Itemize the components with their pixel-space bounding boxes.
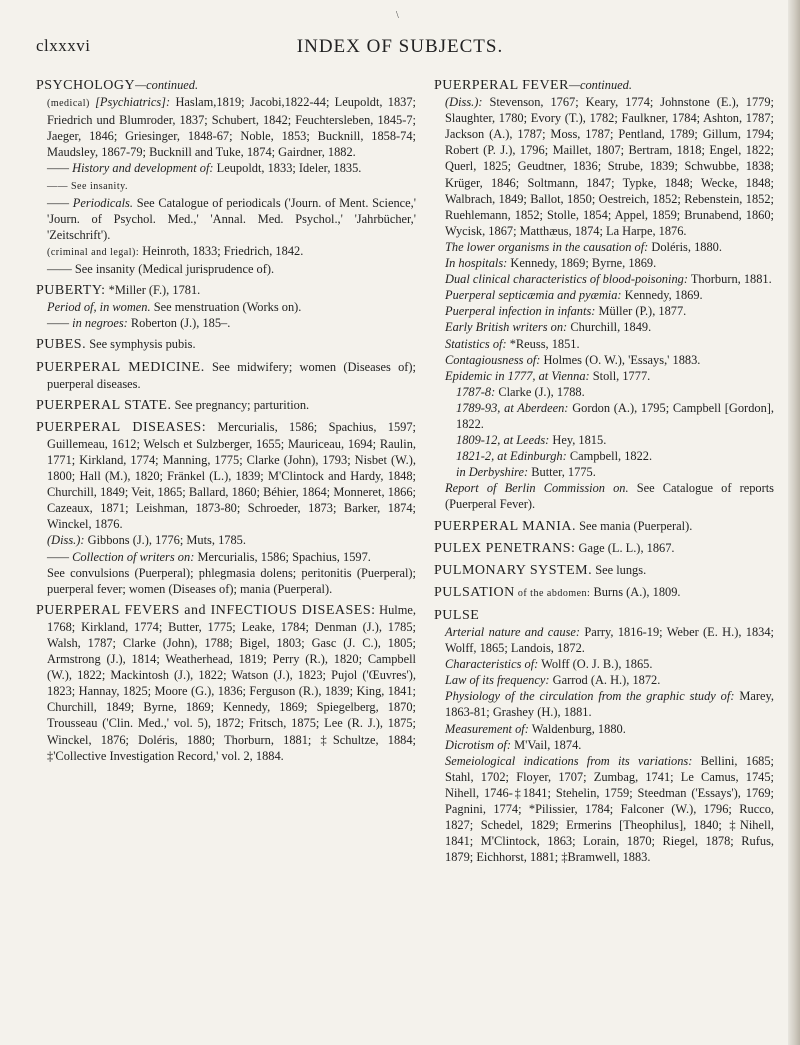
- subentry-fever-statistics: Statistics of: *Reuss, 1851.: [445, 336, 580, 351]
- subentry-fever-diss: (Diss.): Stevenson, 1767; Keary, 1774; Johnstone (E.), 1779; Slaughter, 1780; Evory (T.), 1782; Faulkner, 1784; Ashton, 1787; Jackson (A.), 1787; Moss, 1787; Pentland, 1789; Gillum, 1794; Robert (P. J.), 1796; Maillet, 1807; Bertram, 1818; Engel, 1822; Querl, 1825; Geudtner, 1836; Strube, 1839; Schwubbe, 1838; Krüger, 1846; Soltmann, 1847; Typke, 1848; Wecke, 1848; Walbrach, 1849; Ballot, 1850; Oestreich, 1852; Rebenstein, 1852; Ruehlemann, 1852; Stolle, 1854; Appel, 1859; Brunabend, 1860; Wycisk, 1867; Matthæus, 1874; La Harpe, 1876.: [445, 95, 774, 238]
- subentry-psychology-see-insanity: —— See insanity.: [47, 180, 128, 192]
- subentry-fever-dual: Dual clinical characteristics of blood-poisoning: Thorburn, 1881.: [445, 272, 772, 287]
- subentry-pulse-law: Law of its frequency: Garrod (A. H.), 1872.: [445, 673, 661, 688]
- subentry-fever-contagiousness: Contagiousness of: Holmes (O. W.), 'Essays,' 1883.: [445, 352, 701, 367]
- left-column: [36, 77, 416, 769]
- subentry-fever-epidemic-1787: 1787-8: Clarke (J.), 1788.: [456, 384, 585, 399]
- subentry-fever-septicaemia: Puerperal septicæmia and pyæmia: Kennedy, 1869.: [445, 288, 703, 303]
- subentry-pulse-measurement: Measurement of: Waldenburg, 1880.: [445, 721, 626, 736]
- page-edge-shadow: [788, 0, 800, 1045]
- entry-puerperal-medicine: PUERPERAL MEDICINE. See midwifery; women (Diseases of); puerperal diseases.: [36, 359, 416, 391]
- subentry-fever-epidemic-leeds: 1809-12, at Leeds: Hey, 1815.: [456, 433, 607, 448]
- subentry-pulse-arterial: Arterial nature and cause: Parry, 1816-19; Weber (E. H.), 1834; Wolff, 1865; Landois, 1872.: [445, 625, 774, 656]
- subentry-pulse-dicrotism: Dicrotism of: M'Vail, 1874.: [445, 737, 582, 752]
- subentry-fever-epidemic-aberdeen: 1789-93, at Aberdeen: Gordon (A.), 1795; Campbell [Gordon], 1822.: [456, 400, 774, 431]
- subentry-puerperal-diseases-diss: (Diss.): Gibbons (J.), 1776; Muts, 1785.: [47, 533, 246, 548]
- subentry-fever-hospitals: In hospitals: Kennedy, 1869; Byrne, 1869.: [445, 256, 657, 271]
- entry-pubes: PUBES. See symphysis pubis.: [36, 337, 196, 353]
- margin-mark: \: [396, 10, 399, 21]
- subentry-puberty-negroes: —— in negroes: Roberton (J.), 185–.: [47, 316, 231, 331]
- entry-puerperal-state: PUERPERAL STATE. See pregnancy; parturition.: [36, 397, 310, 413]
- subentry-psychology-criminal: (criminal and legal): Heinroth, 1833; Friedrich, 1842.: [47, 243, 304, 258]
- subentry-puerperal-diseases-see: See convulsions (Puerperal); phlegmasia dolens; peritonitis (Puerperal); puerperal fever; women (Diseases of); mania (Puerperal).: [47, 565, 416, 596]
- subentry-pulse-semeiological: Semeiological indications from its variations: Bellini, 1685; Stahl, 1702; Floyer, 1707; Zumbag, 1741; Le Camus, 1745; Nihell, 1746-‡1841; Stehelin, 1759; Steedman ('Essays'), 1769; Pagnini, 1774; *Pilissier, 1784; Falconer (W.), 1796; Rucco, 1827; Schedel, 1829; Ermerins [Theophilus], 1840; ‡Nihell, 1841; M'Clintock, 1863; Lorain, 1870; Riegel, 1878; Rufus, 1879; Eichhorst, 1881; ‡Bramwell, 1883.: [445, 753, 774, 865]
- subentry-fever-epidemic-vienna: Epidemic in 1777, at Vienna: Stoll, 1777.: [445, 368, 651, 383]
- subentry-puberty-women: Period of, in women. See menstruation (Works on).: [47, 300, 302, 315]
- subentry-psychology-history: —— History and development of: Leupoldt, 1833; Ideler, 1835.: [47, 161, 362, 176]
- page-header: [36, 36, 764, 64]
- entry-puerperal-mania: PUERPERAL MANIA. See mania (Puerperal).: [434, 518, 693, 534]
- subentry-fever-epidemic-edinburgh: 1821-2, at Edinburgh: Campbell, 1822.: [456, 449, 653, 464]
- entry-pulse: PULSE: [434, 607, 480, 623]
- entry-puerperal-fevers: PUERPERAL FEVERS and INFECTIOUS DISEASES: Hulme, 1768; Kirkland, 1774; Butter, 1775; Leake, 1784; Denman (J.), 1785; Walsh, 1787; Clarke (John), 1788; Bigel, 1803; Gasc (J. C.), 1805; Armstrong (J.), 1814; Weatherhead, 1819; Perry (R.), 1820; Campbell (W.), 1822; Mackintosh (J.), 1822; Watson (J.), 1823; Pujol ('Œuvres'), 1823; Hannay, 1825; Moore (G.), 1836; Ferguson (R.), 1839; King, 1841; Churchill, 1849; Byrne, 1869; Kennedy, 1869; Spiegelberg, 1870; Trousseau ('Clin. Med.,' vol. 5), 1872; Fritsch, 1875; Lee (R. J.), 1875; Winckel, 1876; Doléris, 1880; Thorburn, 1881; ‡Schultze, 1884; ‡'Collective Investigation Record,' vol. 2, 1884.: [36, 602, 416, 763]
- page-title: INDEX OF SUBJECTS.: [296, 36, 504, 57]
- entry-puerperal-fever-continued: PUERPERAL FEVER—continued.: [434, 78, 632, 93]
- subentry-fever-lower-organisms: The lower organisms in the causation of: Doléris, 1880.: [445, 239, 722, 254]
- entry-puberty: PUBERTY: *Miller (F.), 1781.: [36, 283, 201, 299]
- entry-puerperal-diseases: PUERPERAL DISEASES: Mercurialis, 1586; Spachius, 1597; Guillemeau, 1612; Welsch et Sulzberger, 1655; Mauriceau, 1694; Raulin, 1771; Kirkland, 1774; Manning, 1775; Clarke (John), 1793; Nisbet (W.), 1800; Hall (M.), 1820; Fränkel (L.), 1839; M'Clintock and Hardy, 1848; Churchill, 1849; Veit, 1865; Ballard, 1860; Béhier, 1864; Monneret, 1866; Cazeaux, 1871; Leishman, 1873-80; Schroeder, 1873; Barker, 1874; Winckel, 1876.: [36, 419, 416, 532]
- right-column: [434, 77, 774, 865]
- subentry-psychology-see-insanity-medical: —— See insanity (Medical jurisprudence of).: [47, 262, 275, 277]
- subentry-fever-infants: Puerperal infection in infants: Müller (P.), 1877.: [445, 304, 687, 319]
- entry-pulsation: PULSATION of the abdomen: Burns (A.), 1809.: [434, 584, 681, 600]
- subentry-fever-early-writers: Early British writers on: Churchill, 1849.: [445, 320, 652, 335]
- subentry-pulse-characteristics: Characteristics of: Wolff (O. J. B.), 1865.: [445, 657, 653, 672]
- subentry-fever-epidemic-derbyshire: in Derbyshire: Butter, 1775.: [456, 465, 596, 480]
- subentry-psychology-periodicals: —— Periodicals. See Catalogue of periodicals ('Journ. of Ment. Science,' 'Journ. of Psychol. Med.,' 'Annal. Med. Psychol.,' 'Jahrbücher,' 'Zeitschrift').: [47, 195, 416, 242]
- subentry-fever-berlin-report: Report of Berlin Commission on. See Catalogue of reports (Puerperal Fever).: [445, 481, 774, 512]
- subentry-pulse-physiology: Physiology of the circulation from the graphic study of: Marey, 1863-81; Grashey (H.), 1881.: [445, 689, 774, 720]
- subentry-puerperal-diseases-collection: —— Collection of writers on: Mercurialis, 1586; Spachius, 1597.: [47, 549, 371, 564]
- page-number: clxxxvi: [36, 36, 91, 55]
- entry-pulmonary-system: PULMONARY SYSTEM. See lungs.: [434, 562, 647, 578]
- entry-pulex-penetrans: PULEX PENETRANS: Gage (L. L.), 1867.: [434, 540, 675, 556]
- entry-psychology: PSYCHOLOGY—continued.: [36, 78, 199, 93]
- subentry-psychology-medical: (medical) [Psychiatrics]: Haslam,1819; Jacobi,1822-44; Leupoldt, 1837; Friedrich und Blumroder, 1837; Schubert, 1842; Feuchtersleben, 1845-7; Jaeger, 1846; Griesinger, 1848-67; Noble, 1853; Bucknill, 1858-74; Maudsley, 1867-79; Bucknill and Tuke, 1874; Gairdner, 1882.: [47, 95, 417, 160]
